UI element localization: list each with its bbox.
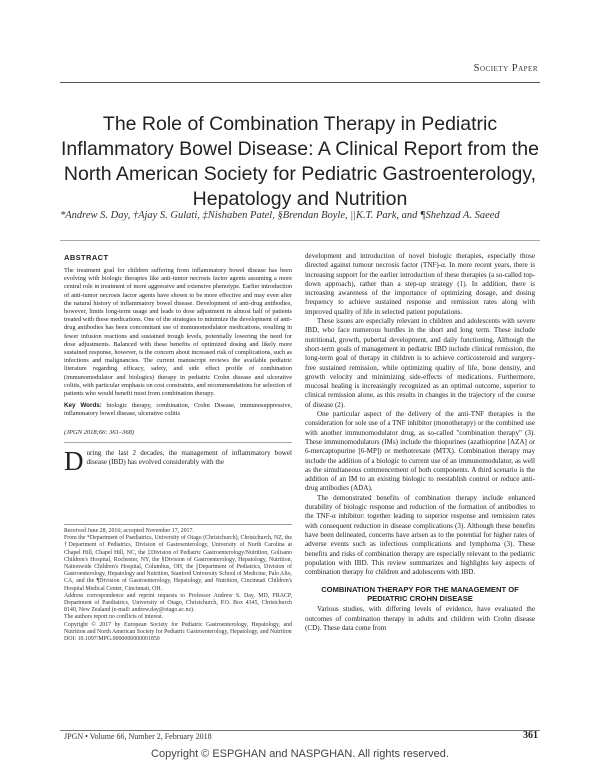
footnote-doi: DOI: 10.1097/MPG.0000000000001850 [64, 636, 160, 643]
abstract-heading: ABSTRACT [64, 253, 109, 262]
drop-cap: D [64, 445, 84, 476]
section-label: Society Paper [473, 63, 538, 74]
keywords-list: biologic therapy, combination, Crohn Disease, immunosuppressive, inflammatory bowel disease, ulcerative colitis [64, 402, 293, 418]
left-column [64, 267, 293, 476]
abstract-text: The treatment goal for children suffering from inflammatory bowel disease has been evolving with biologic therapies like anti-tumor necrosis factor agents assuming a more central role in treatment of more aggressive and extensive phenotype. Earlier introduction of anti-tumor necrosis factor agents have shown to be more effective and may even alter the natural history of inflammatory bowel disease. Development of anti-drug antibodies, however, limits long-term usage and leads to dose adjustment in almost half of patients treated with these medications. One of the strategies to minimize the development of anti-drug antibodies has been concomitant use of immunomodulator medications, resulting in fewer infusion reactions and sustained trough levels, potentially lowering the need for dose adjustments. Balanced with these benefits of optimized dosing and likely more sustained response, however, is the concern about increased risk of complications, such as infections and malignancies. The current manuscript reviews the available pediatric literature regarding efficacy, safety, and side effect profile of combination (immunomodulator and biologics) therapy in pediatric Crohn disease and ulcerative colitis, with particular emphasis on cost constraints, and recommendations for selection of patients who would benefit most from combination therapy. [64, 267, 292, 398]
keywords-label: Key Words: [64, 402, 102, 410]
author-list: *Andrew S. Day, †Ajay S. Gulati, ‡Nishaben Patel, §Brendan Boyle, ||K.T. Park, and ¶Shehzad A. Saeed [60, 210, 500, 221]
copyright-notice: Copyright © ESPGHAN and NASPGHAN. All rights reserved. [151, 748, 449, 760]
article-title: The Role of Combination Therapy in Pediatric Inflammatory Bowel Disease: A Clinical Report from the North American Society for Pediatric Gastroenterology, Hepatology and Nutrition [61, 113, 539, 210]
page-number: 361 [523, 730, 538, 741]
body-paragraph: One particular aspect of the delivery of the anti-TNF therapies is the consideration for sole use of a TNF inhibitor (monotherapy) or the combined use with another immunomodulator drug, as so-called "combination therapy" (3). These immunomodulators (IMs) include the thiopurines (azathioprine [AZA] or 6-mercaptopurine [6-MP]) or methotrexate (MTX). Combination therapy may include the addition of a biologic to current use of an immunomodulator, as well as the simultaneous commencement of both components. A third scenario is the addition of an IM to an existing biologic to reestablish control or reduce anti-drug antibodies (ADA). [305, 410, 535, 493]
body-paragraph: The demonstrated benefits of combination therapy include enhanced durability of biologic response and reduction of the formation of antibodies to the TNF-α inhibitor: together leading to superior response and remission rates with consequent reduction in disease complications (3). Although these benefits have been delineated, concerns have arisen as to the potential for higher rates of adverse events such as infectious complications and lymphoma (3). These benefits and risks of combination therapy are especially relevant to the pediatric population with IBD. This review summarizes and highlights key aspects of combination therapy for children and adolescents with IBD. [305, 493, 535, 577]
right-column [305, 252, 535, 633]
footnote-divider [64, 524, 292, 525]
section-heading: COMBINATION THERAPY FOR THE MANAGEMENT OF PEDIATRIC CROHN DISEASE [321, 585, 519, 604]
body-paragraph: development and introduction of novel biologic therapies, especially those directed against tumour necrosis factor (TNF)-α. In more recent years, there is increasing support for the earlier introduction of these therapies (a so-called top-down approach), rather than a step-up strategy (1). In addition, there is increasing awareness of the importance of optimizing dosage, and dosing frequency to achieve sustained response and remission rates along with improved quality of life in selected patient populations. [305, 252, 535, 316]
footnote-received: Received June 28, 2016; accepted November 17, 2017. [64, 528, 194, 534]
intro-text: uring the last 2 decades, the management of inflammatory bowel disease (IBD) has evolved considerably with the [86, 448, 292, 466]
footnotes [64, 528, 292, 643]
journal-citation: (JPGN 2018;66: 361–368) [64, 428, 135, 436]
body-paragraph: These issues are especially relevant in children and adolescents with severe IBD, who face numerous hurdles in the short and long term. These include nutritional, growth, pubertal development, and daily functioning. Although the short-term goals of management in pediatric IBD include clinical remission, the long-term goal of therapy in children is to achieve corticosteroid and surgery-free sustained remission, while optimizing quality of life, bone density, and growth velocity and minimizing side-effects of medications. Furthermore, mucosal healing is increasingly recognized as an optimal outcome, superior to clinical remission alone, as this results in changes in the trajectory of the course of disease (2). [305, 317, 535, 409]
header-divider [60, 82, 540, 83]
footnote-copyright: Copyright © 2017 by European Society for Pediatric Gastroenterology, Hepatology, and Nutrition and North American Society for Pediatric Gastroenterology, Hepatology, and Nutrition [64, 621, 292, 635]
footer-divider [60, 730, 540, 731]
journal-info: JPGN • Volume 66, Number 2, February 2018 [64, 732, 212, 741]
footnote-affiliations: From the *Department of Paediatrics, University of Otago (Christchurch), Christchurch, NZ, the †Department of Pediatrics, Division of Gastroenterology, University of North Carolina at Chapel Hill, Chapel Hill, NC, the ‡Division of Pediatric Gastroenterology/Nutrition, Golisano Children's Hospital, Rochester, NY, the §Division of Gastroenterology, Hepatology, Nutrition, Nationwide Children's Hospital, Columbus, OH, the ||Department of Pediatrics, Division of Gastroenterology, Hepatology and Nutrition, Stanford University School of Medicine, Palo Alto, CA, and the ¶Division of Gastroenterology, Hepatology, and Nutrition, Cincinnati Children's Hospital Medical Center, Cincinnati, OH. [64, 535, 293, 592]
intro-paragraph [64, 445, 292, 476]
keywords [64, 402, 292, 418]
footnote-conflicts: The authors report no conflicts of interest. [64, 614, 164, 621]
authors-divider [60, 240, 540, 241]
body-paragraph: Various studies, with differing levels of evidence, have evaluated the outcomes of combination therapy in adults and children with Crohn disease (CD). These data come from [305, 605, 535, 632]
abstract-divider [64, 442, 292, 443]
footnote-correspondence: Address correspondence and reprint requests to Professor Andrew S. Day, MD, FRACP, Department of Paediatrics, University of Otago, Christchurch, P.O. Box 4345, Christchurch 8140, New Zealand (e-mail: andrew.day@otago.ac.nz). [64, 592, 292, 614]
